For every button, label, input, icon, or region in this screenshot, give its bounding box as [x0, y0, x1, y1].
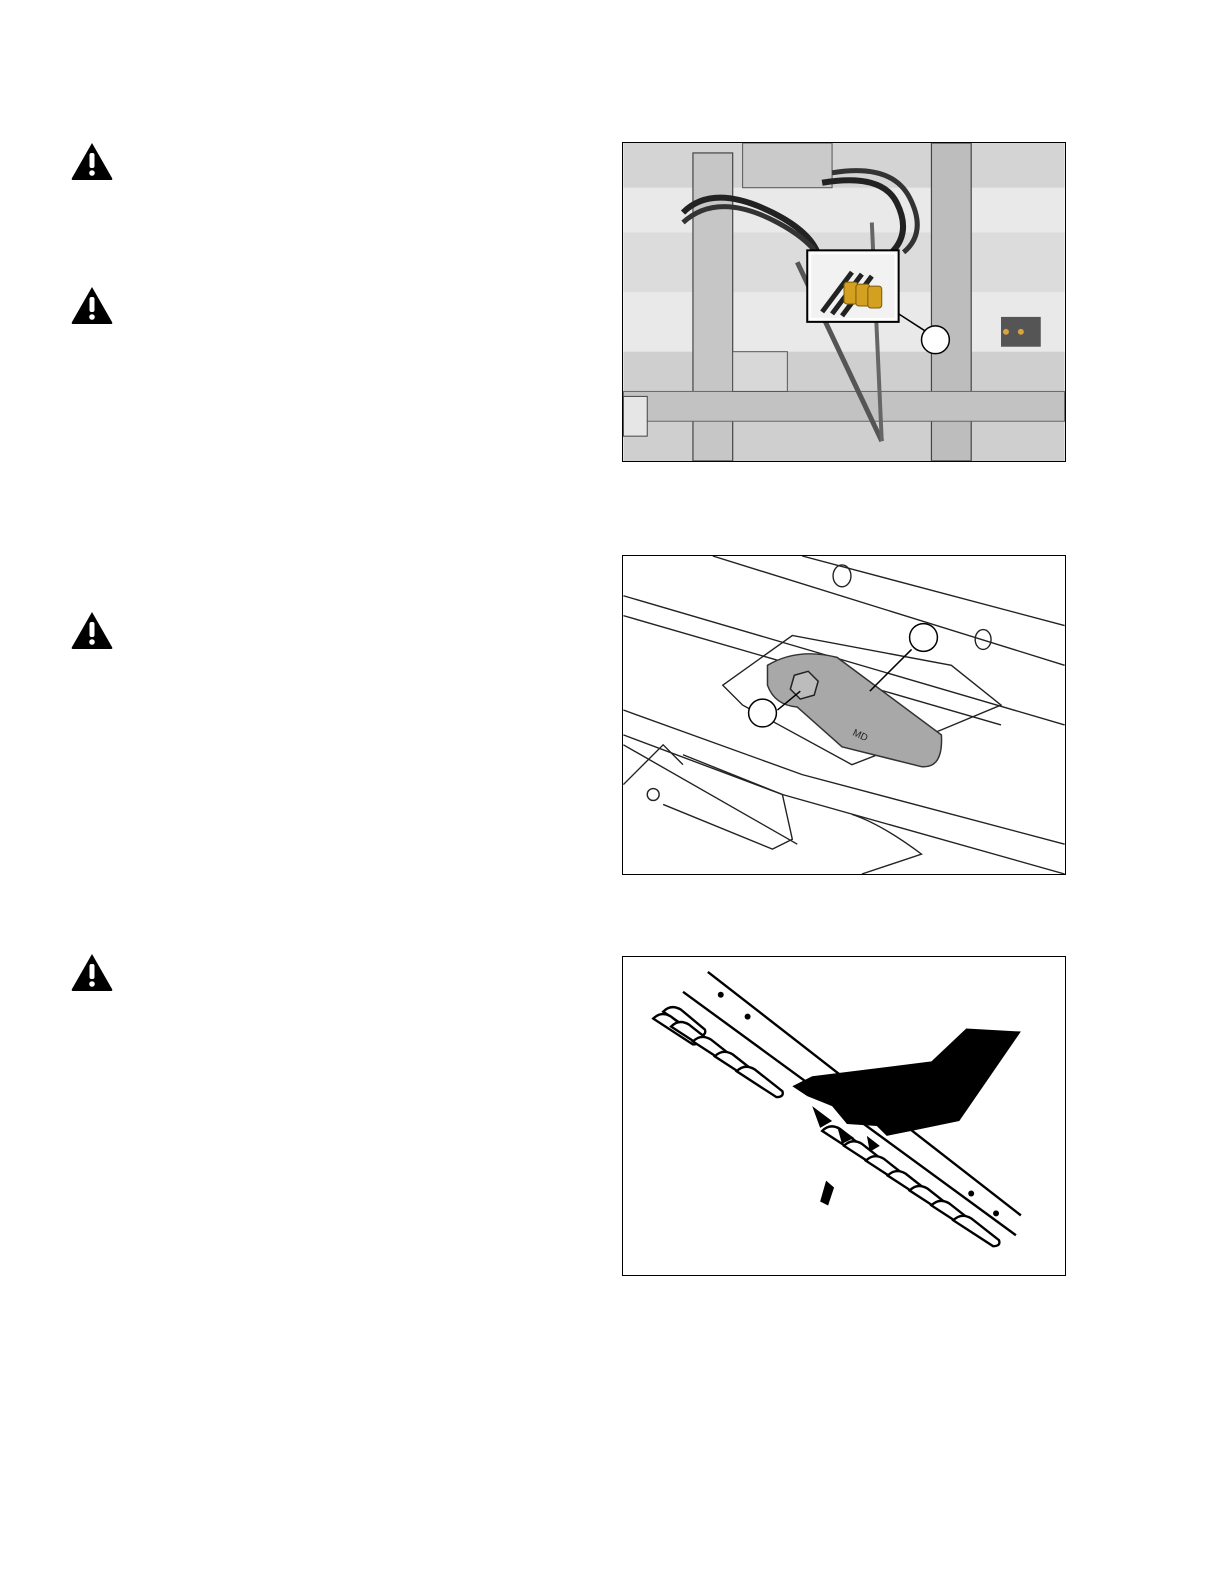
cutterbar-hand-hazard-figure [622, 956, 1066, 1276]
hydraulic-frame-illustration [623, 143, 1065, 461]
part-marking-text: MD [850, 727, 870, 745]
callout-circle [922, 326, 950, 354]
warning-triangle-icon [70, 141, 114, 181]
callout-circle [749, 699, 777, 727]
warning-triangle-icon [70, 952, 114, 992]
warning-triangle-icon [70, 610, 114, 650]
callout-circle [910, 624, 938, 652]
hydraulic-hose-connectors-figure [622, 142, 1066, 462]
locking-bracket-figure [622, 555, 1066, 875]
cutterbar-hand-illustration [623, 957, 1065, 1275]
warning-triangle-icon [70, 285, 114, 325]
locking-bracket-illustration [623, 556, 1065, 874]
